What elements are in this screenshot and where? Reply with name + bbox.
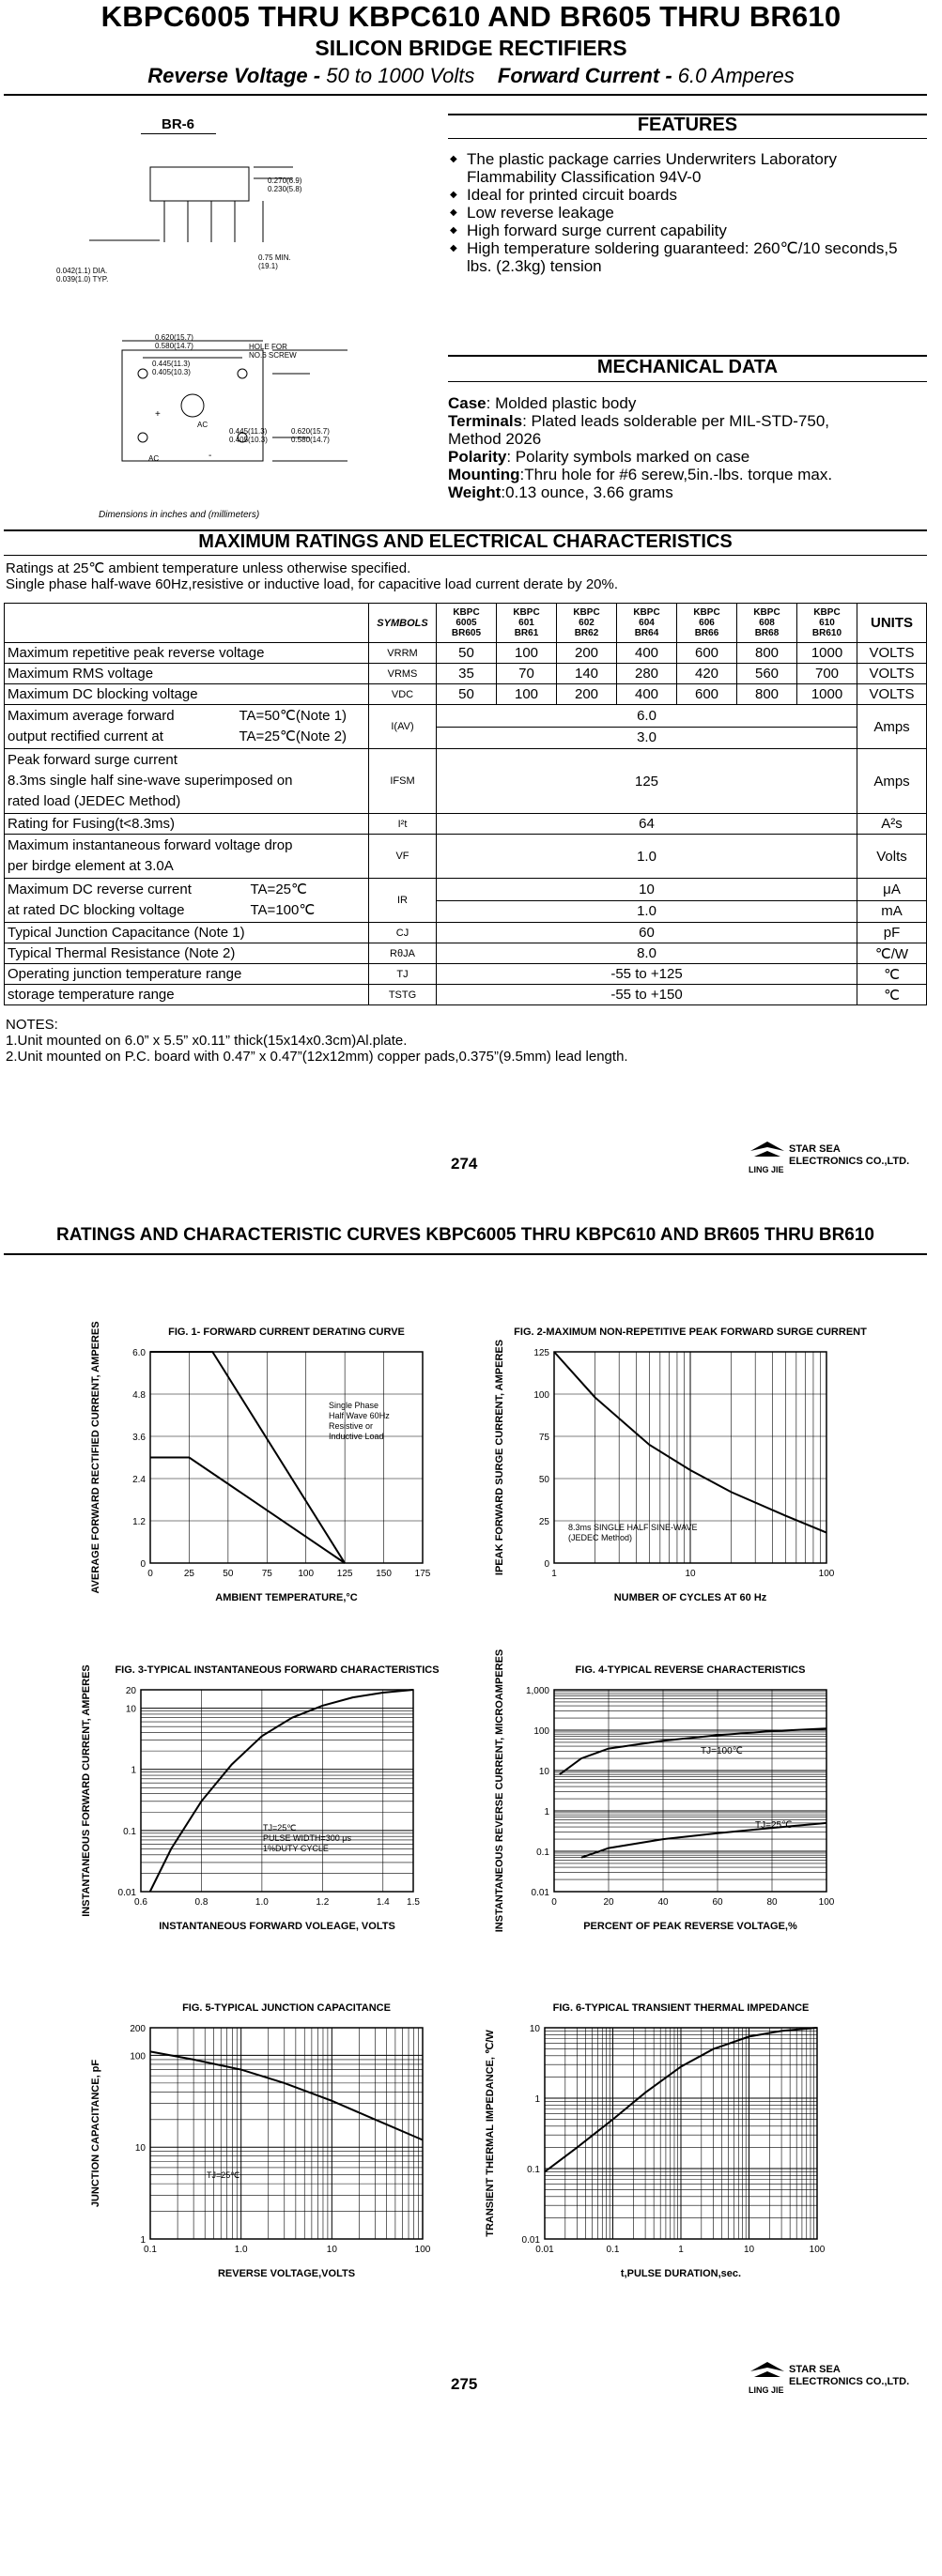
x-tick-label: 10 [326, 2245, 337, 2255]
plot-frame [150, 1352, 423, 1563]
chart-title: FIG. 6-TYPICAL TRANSIENT THERMAL IMPEDANCE [552, 2002, 810, 2014]
y-tick-label: 3.6 [132, 1433, 146, 1443]
table-row: Maximum DC blocking voltage VDC 50 100 200 400 600 800 1000 VOLTS [5, 684, 927, 705]
table-row: Maximum repetitive peak reverse voltage VRRM 50 100 200 400 600 800 1000 VOLTS [5, 643, 927, 664]
mech-line: Terminals: Plated leads solderable per MIL-STD-750, [448, 412, 830, 430]
chart-title: FIG. 1- FORWARD CURRENT DERATING CURVE [168, 1326, 405, 1338]
package-outline-drawing [38, 139, 413, 514]
x-tick-label: 75 [261, 1569, 272, 1579]
x-tick-label: 1.0 [234, 2245, 248, 2255]
y-tick-label: 0.1 [536, 1848, 549, 1858]
y-tick-label: 125 [533, 1348, 549, 1358]
x-tick-label: 0.6 [134, 1897, 147, 1908]
y-tick-label: 10 [529, 2024, 540, 2034]
y-tick-label: 200 [130, 2024, 146, 2034]
curves-heading: RATINGS AND CHARACTERISTIC CURVES KBPC6005 THRU KBPC610 AND BR605 THRU BR610 [56, 1225, 874, 1245]
x-tick-label: 0.01 [535, 2245, 554, 2255]
chart-title: FIG. 2-MAXIMUM NON-REPETITIVE PEAK FORWARD SURGE CURRENT [514, 1326, 867, 1338]
feature-item: ◆ Ideal for printed circuit boards [448, 186, 918, 204]
x-tick-label: 50 [223, 1569, 234, 1579]
page-number-2: 275 [451, 2375, 478, 2393]
features-heading: FEATURES [637, 115, 738, 135]
x-tick-label: 1 [678, 2245, 684, 2255]
x-tick-label: 0.1 [606, 2245, 620, 2255]
table-row: Maximum average forward TA=50℃(Note 1) output rectified current at TA=25℃(Note 2) I(AV) 6.0 3.0 Amps [5, 705, 927, 749]
table-row: storage temperature range TSTG -55 to +150 ℃ [5, 985, 927, 1005]
table-row: Rating for Fusing(t<8.3ms) I²t 64 A²s [5, 814, 927, 835]
feature-item: ◆ Low reverse leakage [448, 204, 918, 222]
series-line [150, 2051, 423, 2139]
part-col: KBPC 608 BR68 [737, 604, 797, 643]
table-row: Maximum DC reverse current TA=25℃ at rated DC blocking voltage TA=100℃ IR 10 1.0 μA mA [5, 879, 927, 923]
x-tick-label: 100 [809, 2245, 826, 2255]
forward-current-value: 6.0 Amperes [677, 64, 795, 87]
y-tick-label: 1.2 [132, 1517, 146, 1527]
ratings-bottom-rule [4, 555, 927, 556]
x-axis-label: t,PULSE DURATION,sec. [620, 2268, 742, 2279]
x-tick-label: 20 [603, 1897, 614, 1908]
dim-pin-spacing: 0.445(11.3) 0.405(10.3) [152, 360, 191, 376]
plot-frame [554, 1690, 826, 1892]
mechanical-heading: MECHANICAL DATA [596, 357, 779, 377]
package-name-underline [141, 133, 216, 134]
page-number: 274 [451, 1155, 478, 1173]
table-row: Operating junction temperature range TJ -55 to +125 ℃ [5, 964, 927, 985]
y-tick-label: 0.01 [117, 1888, 136, 1898]
company-sub: LING JIE [749, 1165, 784, 1174]
x-axis-label: INSTANTANEOUS FORWARD VOLEAGE, VOLTS [159, 1921, 395, 1932]
x-axis-label: NUMBER OF CYCLES AT 60 Hz [613, 1592, 767, 1603]
reverse-voltage-label: Reverse Voltage - [147, 64, 327, 87]
x-tick-label: 0 [551, 1897, 557, 1908]
y-tick-label: 0 [544, 1559, 549, 1570]
x-tick-label: 150 [376, 1569, 392, 1579]
y-tick-label: 4.8 [132, 1390, 146, 1401]
chart-title: FIG. 3-TYPICAL INSTANTANEOUS FORWARD CHARACTERISTICS [115, 1664, 440, 1676]
mechanical-bottom-rule [448, 381, 927, 382]
features-list [448, 150, 918, 275]
part-col: KBPC 604 BR64 [617, 604, 677, 643]
y-axis-label: AVERAGE FORWARD RECTIFIED CURRENT, AMPERES [90, 1321, 101, 1594]
dim-body-width: 0.620(15.7) 0.580(14.7) [155, 333, 193, 350]
dimension-caption: Dimensions in inches and (millimeters) [99, 510, 260, 520]
features-bottom-rule [448, 138, 927, 139]
company-name: STAR SEA ELECTRONICS CO.,LTD. [789, 1143, 910, 1167]
dim-body-height: 0.620(15.7) 0.580(14.7) [291, 427, 330, 444]
y-tick-label: 10 [134, 2143, 146, 2154]
chart-annotation: PULSE WIDTH=300 μs [263, 1833, 351, 1843]
y-tick-label: 0.1 [527, 2165, 540, 2175]
series-label: TJ=25℃ [755, 1819, 793, 1831]
package-name: BR-6 [162, 116, 195, 132]
page-title: KBPC6005 THRU KBPC610 AND BR605 THRU BR610 [100, 0, 842, 33]
page-subtitle: SILICON BRIDGE RECTIFIERS [315, 36, 627, 60]
chart-title: FIG. 5-TYPICAL JUNCTION CAPACITANCE [182, 2002, 391, 2014]
x-axis-label: AMBIENT TEMPERATURE,°C [215, 1592, 358, 1603]
header-rule [4, 94, 927, 96]
chart-annotation: Half Wave 60Hz [329, 1411, 390, 1420]
table-row: Peak forward surge current 8.3ms single half sine-wave superimposed on rated load (JEDEC Method) IFSM 125 Amps [5, 749, 927, 814]
y-tick-label: 10 [538, 1767, 549, 1777]
x-tick-label: 1 [551, 1569, 557, 1579]
pin-ac-top: AC [197, 421, 208, 429]
dim-pin-spacing-v: 0.445(11.3) 0.405(10.3) [229, 427, 268, 444]
series-line [150, 1690, 413, 1892]
x-tick-label: 175 [414, 1569, 431, 1579]
y-tick-label: 1 [534, 2094, 540, 2105]
plot-frame [141, 1690, 413, 1892]
y-tick-label: 2.4 [132, 1475, 146, 1485]
company-logo-icon [749, 2358, 786, 2383]
series-line [150, 1458, 345, 1564]
y-tick-label: 1,000 [525, 1686, 549, 1696]
x-tick-label: 100 [818, 1897, 835, 1908]
pin-ac-bottom: AC [148, 454, 160, 463]
forward-current-label: Forward Current - [497, 64, 678, 87]
x-axis-label: PERCENT OF PEAK REVERSE VOLTAGE,% [583, 1921, 797, 1932]
mech-line: Case: Molded plastic body [448, 394, 637, 412]
ratings-heading: MAXIMUM RATINGS AND ELECTRICAL CHARACTERISTICS [198, 531, 733, 552]
part-col: KBPC 601 BR61 [497, 604, 557, 643]
y-tick-label: 20 [125, 1686, 136, 1696]
y-tick-label: 75 [538, 1433, 549, 1443]
y-tick-label: 100 [533, 1390, 549, 1401]
mech-line: Method 2026 [448, 430, 542, 448]
part-col: KBPC 6005 BR605 [437, 604, 497, 643]
company-logo-icon [749, 1138, 786, 1162]
x-tick-label: 25 [183, 1569, 194, 1579]
y-tick-label: 0.1 [123, 1826, 136, 1837]
characteristic-curves [0, 1296, 942, 2347]
dim-top-width: 0.270(6.9) 0.230(5.8) [268, 176, 302, 193]
chart-title: FIG. 4-TYPICAL REVERSE CHARACTERISTICS [575, 1664, 806, 1676]
chart-annotation: (JEDEC Method) [568, 1533, 633, 1542]
chart-annotation: TJ=25℃ [263, 1823, 297, 1832]
chart-annotation: Resistive or [329, 1421, 374, 1431]
x-axis-label: REVERSE VOLTAGE,VOLTS [217, 2268, 356, 2279]
y-axis-label: TRANSIENT THERMAL IMPEDANCE, ℃/W [485, 2030, 496, 2237]
ratings-table [4, 603, 927, 1005]
ratings-notes: Ratings at 25℃ ambient temperature unless otherwise specified. Single phase half-wave 60Hz,resistive or inductive load, for capacitive load current derate by 20%. [6, 560, 619, 592]
chart-annotation: Inductive Load [329, 1432, 384, 1441]
y-axis-label: IPEAK FORWARD SURGE CURRENT, AMPERES [494, 1339, 505, 1576]
x-tick-label: 100 [414, 2245, 431, 2255]
mech-line: Mounting:Thru hole for #6 serew,5in.-lbs. torque max. [448, 466, 833, 483]
table-notes: NOTES: 1.Unit mounted on 6.0” x 5.5” x0.11” thick(15x14x0.3cm)Al.plate. 2.Unit mounted on P.C. board with 0.47” x 0.47”(12x12mm) copper pads,0.375”(9.5mm) lead length. [6, 1017, 628, 1065]
company-name-2: STAR SEA ELECTRONICS CO.,LTD. [789, 2364, 910, 2387]
x-tick-label: 10 [685, 1569, 696, 1579]
y-tick-label: 25 [538, 1517, 549, 1527]
table-row: Typical Thermal Resistance (Note 2) RθJA 8.0 ℃/W [5, 943, 927, 964]
y-axis-label: INSTANTANEOUS REVERSE CURRENT, MICROAMPERES [494, 1648, 505, 1933]
dim-lead-dia: 0.042(1.1) DIA. 0.039(1.0) TYP. [56, 267, 109, 284]
x-tick-label: 1.4 [376, 1897, 390, 1908]
y-tick-label: 0.01 [531, 1888, 549, 1898]
feature-item: ◆ High forward surge current capability [448, 222, 918, 239]
y-tick-label: 10 [125, 1704, 136, 1715]
mech-line: Weight:0.13 ounce, 3.66 grams [448, 483, 673, 501]
curves-rule [4, 1253, 927, 1255]
y-tick-label: 0.01 [521, 2235, 540, 2246]
table-row: Maximum instantaneous forward voltage drop per birdge element at 3.0A VF 1.0 Volts [5, 835, 927, 879]
company-sub-2: LING JIE [749, 2385, 784, 2395]
table-row: Typical Junction Capacitance (Note 1) CJ 60 pF [5, 923, 927, 943]
dim-lead-length: 0.75 MIN. (19.1) [258, 253, 291, 270]
x-tick-label: 1.5 [407, 1897, 420, 1908]
chart-annotation: 1%DUTY CYCLE [263, 1844, 329, 1853]
y-axis-label: INSTANTANEOUS FORWARD CURRENT, AMPERES [81, 1664, 92, 1917]
part-col: KBPC 602 BR62 [557, 604, 617, 643]
x-tick-label: 10 [743, 2245, 755, 2255]
y-tick-label: 1 [131, 1765, 136, 1776]
mech-line: Polarity: Polarity symbols marked on case [448, 448, 750, 466]
x-tick-label: 40 [657, 1897, 669, 1908]
chart-annotation: 8.3ms SINGLE HALF SINE-WAVE [568, 1523, 698, 1532]
x-tick-label: 100 [298, 1569, 315, 1579]
x-tick-label: 60 [712, 1897, 723, 1908]
chart-annotation: TJ=25℃ [207, 2170, 240, 2180]
x-tick-label: 1.0 [255, 1897, 269, 1908]
y-tick-label: 6.0 [132, 1348, 146, 1358]
reverse-voltage-value: 50 to 1000 Volts [326, 64, 475, 87]
mechanical-data [448, 394, 927, 501]
part-col: KBPC 606 BR66 [677, 604, 737, 643]
chart-annotation: Single Phase [329, 1401, 379, 1410]
y-tick-label: 1 [544, 1807, 549, 1817]
x-tick-label: 0 [147, 1569, 153, 1579]
feature-item: ◆ High temperature soldering guaranteed: 260℃/10 seconds,5 lbs. (2.3kg) tension [448, 239, 918, 275]
series-label: TJ=100℃ [701, 1746, 743, 1757]
y-tick-label: 50 [538, 1475, 549, 1485]
feature-item: ◆ The plastic package carries Underwriters Laboratory Flammability Classification 94V-0 [448, 150, 918, 186]
x-tick-label: 0.1 [144, 2245, 157, 2255]
table-row: Maximum RMS voltage VRMS 35 70 140 280 420 560 700 VOLTS [5, 664, 927, 684]
x-tick-label: 100 [818, 1569, 835, 1579]
col-symbols: SYMBOLS [369, 604, 437, 643]
x-tick-label: 1.2 [316, 1897, 330, 1908]
voltage-current-line [0, 64, 942, 88]
part-col: KBPC 610 BR610 [797, 604, 857, 643]
x-tick-label: 80 [766, 1897, 778, 1908]
pin-minus: - [208, 451, 212, 461]
y-tick-label: 0 [140, 1559, 146, 1570]
y-tick-label: 100 [533, 1726, 549, 1737]
y-axis-label: JUNCTION CAPACITANCE, pF [90, 2059, 101, 2208]
col-units: UNITS [857, 604, 927, 643]
pin-plus: + [155, 409, 161, 420]
y-tick-label: 1 [140, 2235, 146, 2246]
dim-hole-note: HOLE FOR NO.6 SCREW [249, 343, 297, 360]
x-tick-label: 125 [336, 1569, 353, 1579]
y-tick-label: 100 [130, 2051, 146, 2062]
x-tick-label: 0.8 [194, 1897, 208, 1908]
